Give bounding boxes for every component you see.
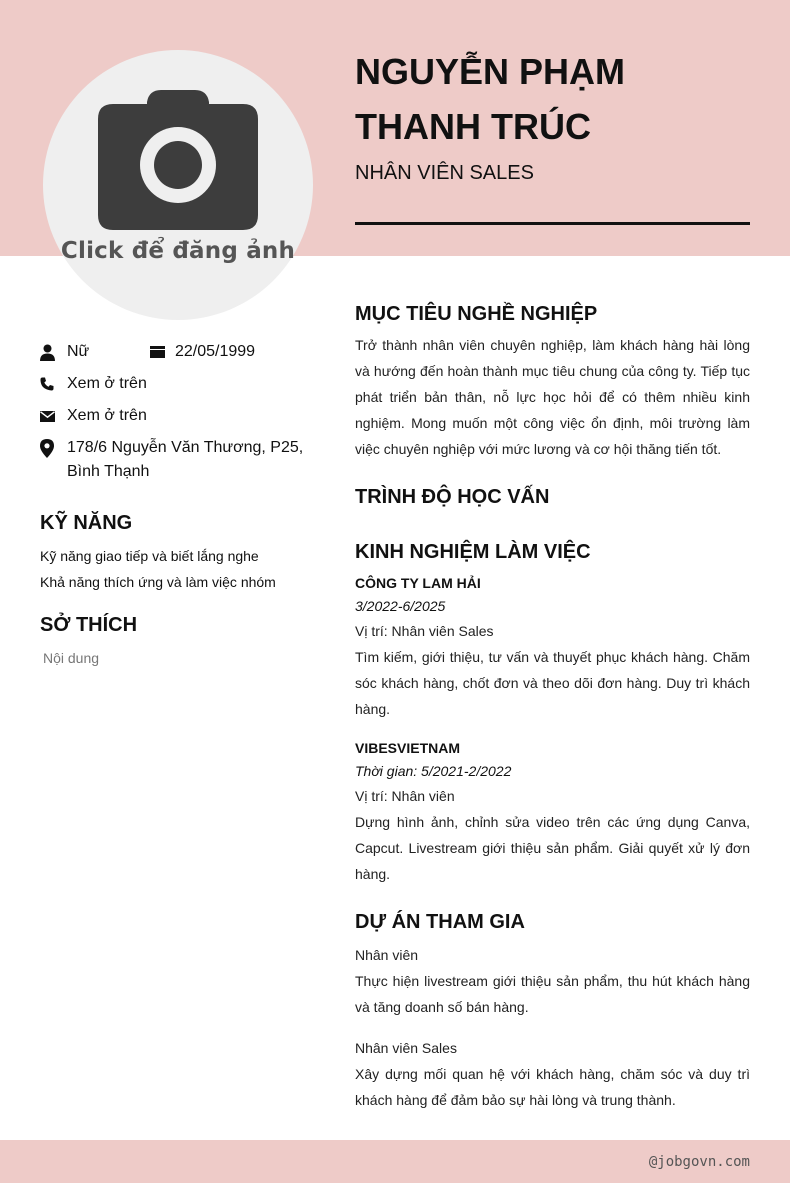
education-title: TRÌNH ĐỘ HỌC VẤN <box>355 486 550 508</box>
job-period: 3/2022-6/2025 <box>355 598 446 614</box>
contact-birthday <box>150 340 255 364</box>
phone-text: Xem ở trên <box>67 375 147 392</box>
project-description: Xây dựng mối quan hệ với khách hàng, chăm sóc và duy trì khách hàng để đảm bảo sự hài lòng và trung thành. <box>355 1066 750 1108</box>
footer-watermark: @jobgovn.com <box>648 1154 750 1170</box>
objective-text: Trở thành nhân viên chuyên nghiệp, làm khách hàng hài lòng và hướng đến hoàn thành mục tiêu chung của công ty. Tiếp tục phát triển bản thân, nỗ lực học hỏi để có thêm nhiều kinh nghiệm. Mong muốn một công việc ổn định, môi trường làm việc chuyên nghiệp với mức lương và cơ hội thăng tiến tốt. <box>355 337 750 457</box>
person-icon <box>40 340 67 364</box>
contact-phone <box>40 372 147 396</box>
job-description: Dựng hình ảnh, chỉnh sửa video trên các ứng dụng Canva, Capcut. Livestream giới thiệu sản phẩm. Giải quyết xử lý đơn hàng. <box>355 814 750 882</box>
header-divider <box>355 222 750 225</box>
project-role: Nhân viên <box>355 947 419 963</box>
job-position: Vị trí: Nhân viên Sales <box>355 623 494 639</box>
mail-icon <box>40 404 67 428</box>
projects-title: DỰ ÁN THAM GIA <box>355 911 525 933</box>
contact-address <box>40 436 315 484</box>
job-period: Thời gian: 5/2021-2/2022 <box>355 763 512 779</box>
email-text: Xem ở trên <box>67 407 147 424</box>
job-position: Vị trí: Nhân viên <box>355 788 455 804</box>
contact-email <box>40 404 147 428</box>
project-description: Thực hiện livestream giới thiệu sản phẩm, thu hút khách hàng và tăng doanh số bán hàng. <box>355 973 750 1015</box>
contact-gender <box>40 340 89 364</box>
gender-text: Nữ <box>67 343 90 360</box>
project-role: Nhân viên Sales <box>355 1040 457 1056</box>
skill-item: Kỹ năng giao tiếp và biết lắng nghe <box>40 548 259 564</box>
skill-item: Khả năng thích ứng và làm việc nhóm <box>40 574 276 590</box>
calendar-icon <box>150 340 175 364</box>
job-title: NHÂN VIÊN SALES <box>355 162 534 184</box>
photo-caption: Click để đăng ảnh <box>60 238 296 264</box>
avatar-upload[interactable] <box>43 50 313 320</box>
job-description: Tìm kiếm, giới thiệu, tư vấn và thuyết phục khách hàng. Chăm sóc khách hàng, chốt đơn và theo dõi đơn hàng. Duy trì khách hàng. <box>355 649 750 717</box>
hobbies-content: Nội dung <box>43 650 100 666</box>
birthday-text: 22/05/1999 <box>175 343 256 360</box>
camera-icon <box>97 90 259 232</box>
location-pin-icon <box>40 436 67 460</box>
job-company: VIBESVIETNAM <box>355 740 461 756</box>
phone-icon <box>40 372 67 396</box>
experience-title: KINH NGHIỆM LÀM VIỆC <box>355 541 591 563</box>
job-company: CÔNG TY LAM HẢI <box>355 575 481 591</box>
hobbies-title: SỞ THÍCH <box>40 614 138 636</box>
address-text: 178/6 Nguyễn Văn Thương, P25, Bình Thạnh <box>67 439 304 480</box>
candidate-name: NGUYỄN PHẠM THANH TRÚC <box>355 51 626 147</box>
objective-title: MỤC TIÊU NGHỀ NGHIỆP <box>355 303 598 325</box>
skills-title: KỸ NĂNG <box>40 512 133 534</box>
